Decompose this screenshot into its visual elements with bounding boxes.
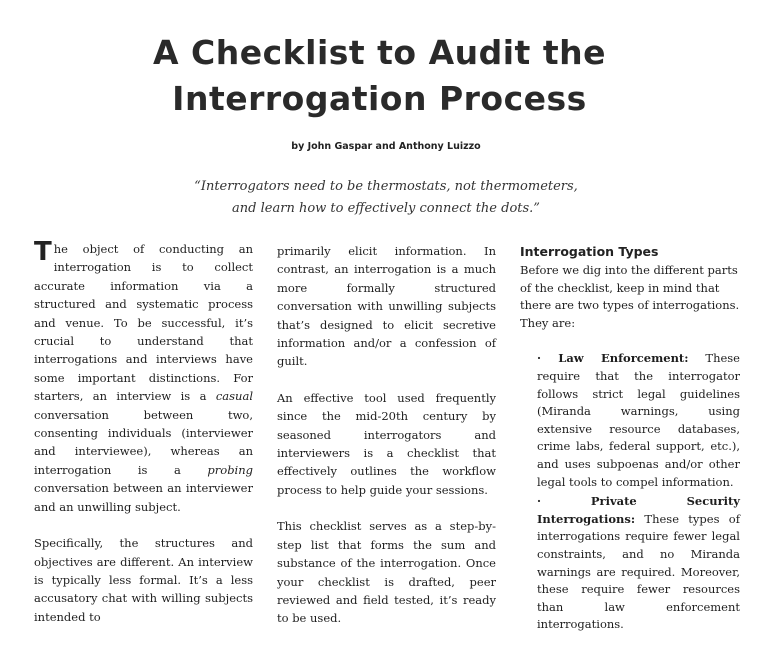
pull-quote: [0, 176, 759, 220]
quote-line-2: and learn how to effectively connect the dots.”: [232, 201, 540, 216]
column-3: [520, 244, 740, 636]
list-item-private-security: [537, 493, 740, 634]
title-line-2: Interrogation Process: [172, 79, 587, 118]
col1-p1-emphasis-probing: probing: [207, 462, 253, 477]
bullet-label-private-security: · Private Security Interrogations:: [537, 494, 740, 526]
col1-p1-text-c: conversation between an interviewer and an unwilling subject.: [34, 481, 253, 514]
list-item-law-enforcement: [537, 350, 740, 491]
col2-paragraph-3: This checklist serves as a step-by-step list that forms the sum and substance of the interrogation. Once your checklist is drafted, peer reviewed and field tested, it’s ready to be used.: [277, 519, 496, 626]
quote-line-1: “Interrogators need to be thermostats, not thermometers,: [194, 179, 578, 194]
bullet-label-law-enforcement: · Law Enforcement:: [537, 351, 689, 366]
col1-p1-emphasis-casual: casual: [215, 389, 253, 404]
col1-p1-text-b: conversation between two, consenting individuals (interviewer and interviewee), whereas an interrogation is a: [34, 407, 253, 477]
article-title: [0, 30, 759, 122]
section-heading-interrogation-types: Interrogation Types: [520, 244, 659, 259]
col2-paragraph-1: primarily elicit information. In contrast, an interrogation is a much more formally structured conversation with unwilling subjects that’s designed to elicit secretive information and/or a confession of guilt.: [277, 244, 496, 369]
drop-cap: T: [34, 237, 52, 267]
title-line-1: A Checklist to Audit the: [153, 33, 606, 72]
interrogation-types-list: [520, 350, 740, 634]
bullet-text-law-enforcement: These require that the interrogator follows strict legal guidelines (Miranda warnings, using extensive resource databases, crime labs, federal support, etc.), and uses subpoenas and/or other legal tools to compel information.: [537, 351, 740, 489]
col1-paragraph-2: Specifically, the structures and objectives are different. An interview is typically less formal. It’s a less accusatory chat with willing subjects intended to: [34, 536, 253, 624]
column-1: [34, 237, 253, 644]
column-2: [277, 242, 496, 646]
col1-paragraph-1: [34, 237, 253, 516]
col2-paragraph-2: An effective tool used frequently since the mid-20th century by seasoned interrogators and interviewers is a checklist that effectively outlines the workflow process to help guide your sessions.: [277, 390, 496, 497]
byline: by John Gaspar and Anthony Luizzo: [291, 141, 481, 152]
col3-intro: Before we dig into the different parts of the checklist, keep in mind that there are two types of interrogations. They are:: [520, 263, 740, 330]
bullet-text-private-security: These types of interrogations require fewer legal constraints, and no Miranda warnings are required. Moreover, these require fewer resources than law enforcement interrogations.: [537, 511, 740, 632]
col1-p1-text-a: he object of conducting an interrogation is to collect accurate information via a structured and systematic process and venue. To be successful, it’s crucial to understand that interrogations and interviews have some important distinctions. For starters, an interview is a: [34, 242, 253, 404]
